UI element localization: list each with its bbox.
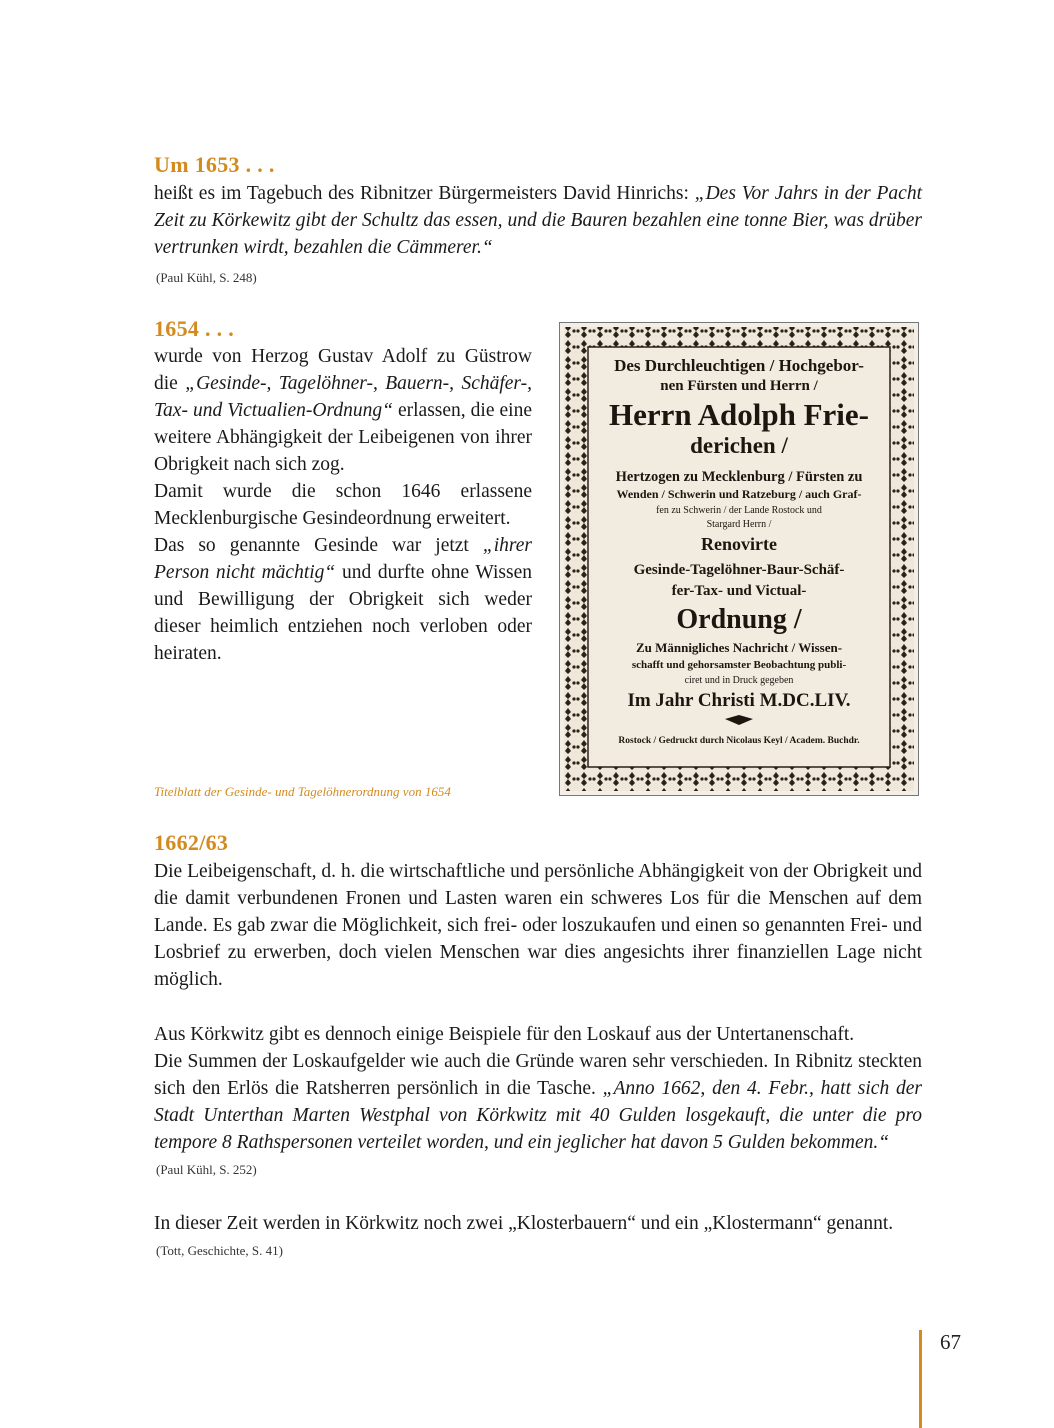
quote-westphal: „Anno 1662, den 4. Febr., hatt sich der Stadt Unterthan Marten Westphal von Körkwitz mit 40 Gulden losgekauft, die unter die pro tempore 8 Rathspersonen verteilet worden, und ein jeglicher hat davon 5 Gulden bekommen.“ <box>154 1078 922 1153</box>
title-line-4: derichen / <box>690 433 788 458</box>
paragraph-1653-lead: heißt es im Tagebuch des Ribnitzer Bürgermeisters David Hinrichs: <box>154 183 695 204</box>
paragraph-1654 <box>154 343 532 667</box>
citation-tott: (Tott, Geschichte, S. 41) <box>156 1243 283 1258</box>
page-number: 67 <box>940 1330 961 1354</box>
title-line-12: Ordnung / <box>676 604 802 635</box>
title-line-10: Gesinde-Tagelöhner-Baur-Schäf- <box>633 562 845 578</box>
title-line-9: Renovirte <box>701 534 777 554</box>
paragraph-1654-gesinde: Das so genannte Gesinde war jetzt „ihrer Person nicht mächtig“ und durfte ohne Wissen und Bewilligung der Obrigkeit sich weder dieser heimlich entziehen noch verloben oder heiraten. <box>154 535 532 664</box>
title-line-3: Herrn Adolph Frie- <box>608 397 870 432</box>
paragraph-1654-gesindeordnung: Damit wurde die schon 1646 erlassene Mecklenburgische Gesindeordnung erweitert. <box>154 481 532 529</box>
title-line-5: Hertzogen zu Mecklenburg / Fürsten zu <box>615 469 863 485</box>
paragraph-leibeigenschaft: Die Leibeigenschaft, d. h. die wirtschaftliche und persönliche Abhängigkeit von der Obrigkeit und die damit verbundenen Fronen und Lasten waren ein schweres Los für die Menschen auf dem Lande. Es gab zwar die Möglichkeit, sich frei- oder loszukaufen und einen so genannten Frei- und Losbrief zu erwerben, doch vielen Menschen war dies angesichts ihrer finanziellen Lage nicht möglich. <box>154 861 922 990</box>
paragraph-loskauf-intro <box>154 1021 922 1156</box>
title-line-7: fen zu Schwerin / der Lande Rostock und <box>656 505 822 516</box>
paragraph-klosterbauern: In dieser Zeit werden in Körkwitz noch zwei „Klosterbauern“ und ein „Klostermann“ genannt. <box>154 1213 894 1234</box>
paragraph-loskauf-ribnitz: Die Summen der Loskaufgelder wie auch die Gründe waren sehr verschieden. In Ribnitz steckten sich den Erlös die Ratsherren persönlich in die Tasche. „Anno 1662, den 4. Febr., hatt sich der Stadt Unterthan Marten Westphal von Körkwitz mit 40 Gulden losgekauft, die unter die pro tempore 8 Rathspersonen verteilet worden, und ein jeglicher hat davon 5 Gulden bekommen.“ <box>154 1051 922 1153</box>
ordinance-title-page-image <box>559 322 919 796</box>
title-line-15: ciret und in Druck gegeben <box>684 675 794 686</box>
page-number-rule <box>919 1330 922 1428</box>
title-line-6: Wenden / Schwerin und Ratzeburg / auch Graf- <box>616 487 862 501</box>
heading-1653: Um 1653 . . . <box>154 152 275 177</box>
title-line-13: Zu Männigliches Nachricht / Wissen- <box>635 640 843 655</box>
title-page-svg <box>560 323 918 795</box>
heading-1654: 1654 . . . <box>154 316 234 341</box>
title-line-17: Rostock / Gedruckt durch Nicolaus Keyl / Academ. Buchdr. <box>618 736 860 746</box>
paragraph-1653 <box>154 180 922 261</box>
title-line-8: Stargard Herrn / <box>706 519 772 530</box>
heading-1662-63: 1662/63 <box>154 830 229 855</box>
quote-person: „ihrer Person nicht mächtig“ <box>154 535 532 583</box>
citation-kuehl-252: (Paul Kühl, S. 252) <box>156 1162 257 1177</box>
paragraph-1654-ordinance: wurde von Herzog Gustav Adolf zu Güstrow die „Gesinde-, Tagelöhner-, Bauern-, Schäfer-, Tax- und Victualien-Ordnung“ erlassen, die eine weitere Abhängigkeit der Leibeigenen von ihrer Obrigkeit nach sich zog. <box>154 346 532 475</box>
image-caption: Titelblatt der Gesinde- und Tagelöhnerordnung von 1654 <box>154 784 451 799</box>
quote-hinrichs: „Des Vor Jahrs in der Pacht Zeit zu Körkewitz gibt der Schultz das essen, und die Bauren bezahlen eine tonne Bier, was drüber vertrunken wirdt, bezahlen die Cämmerer.“ <box>154 183 922 258</box>
paragraph-loskauf-beispiele: Aus Körkwitz gibt es dennoch einige Beispiele für den Loskauf aus der Untertanenschaft. <box>154 1024 855 1045</box>
title-line-1: Des Durchleuchtigen / Hochgebor- <box>614 356 864 375</box>
title-line-2: nen Fürsten und Herrn / <box>660 378 818 394</box>
title-line-14: schafft und gehorsamster Beobachtung publi- <box>631 659 847 671</box>
title-line-11: fer-Tax- und Victual- <box>671 583 807 599</box>
title-line-16: Im Jahr Christi M.DC.LIV. <box>627 690 851 711</box>
citation-kuehl-248: (Paul Kühl, S. 248) <box>156 270 257 285</box>
quote-ordinance-title: „Gesinde-, Tagelöhner-, Bauern-, Schäfer-, Tax- und Victualien-Ordnung“ <box>154 373 532 421</box>
